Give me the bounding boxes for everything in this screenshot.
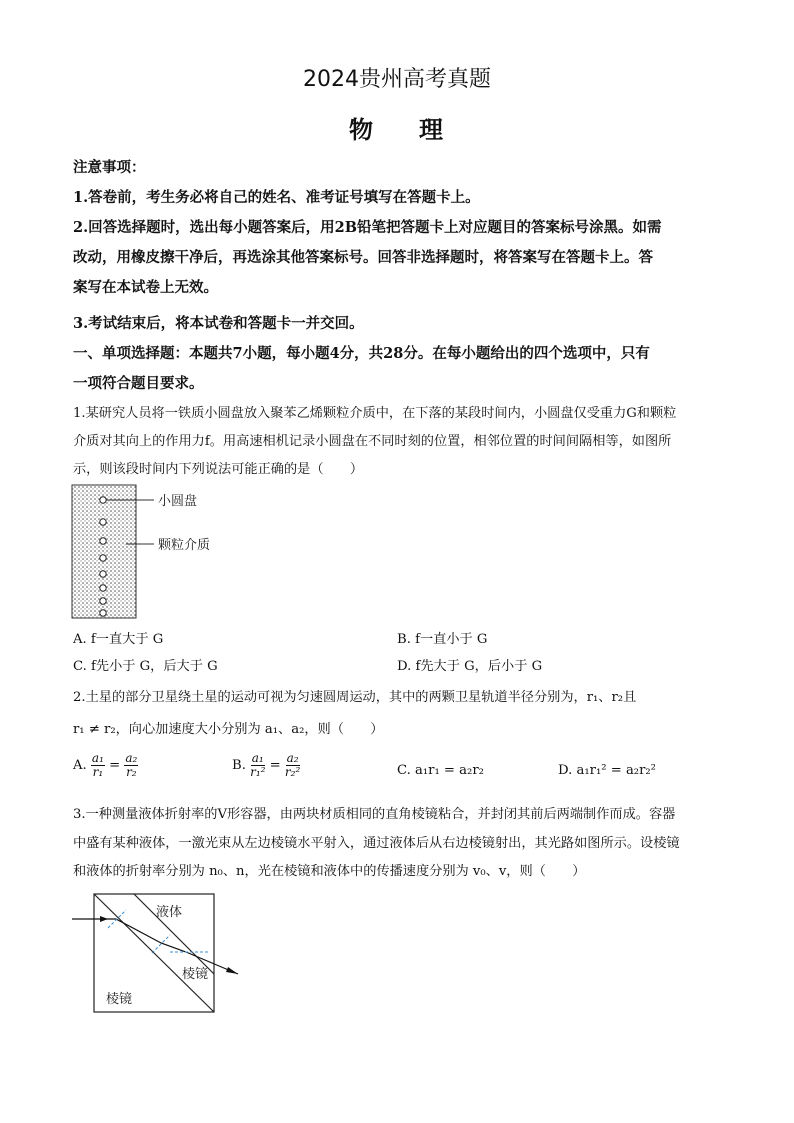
laser-path xyxy=(72,919,238,974)
note-3: 3.考试结束后，将本试卷和答题卡一并交回。 xyxy=(73,315,364,332)
label-small-disc: 小圆盘 xyxy=(158,494,198,509)
q3-stem-line-1: 3.一种测量液体折射率的V形容器，由两块材质相同的直角棱镜粘合，并封闭其前后两端制作而成。容器 xyxy=(73,807,676,822)
disc-position xyxy=(100,497,106,503)
q1-figure xyxy=(70,482,270,622)
q2-option-c: C. a₁r₁ = a₂r₂ xyxy=(397,763,484,778)
q2-option-a xyxy=(73,752,138,779)
q2-option-d: D. a₁r₁² = a₂r₂² xyxy=(558,763,656,778)
disc-position xyxy=(100,585,106,591)
fraction: $\frac{\text{a₂}}{\text{r₂}}$ xyxy=(125,751,138,779)
note-2-line-3: 案写在本试卷上无效。 xyxy=(73,279,218,296)
equals-sign: = xyxy=(109,758,121,773)
label-right-prism: 棱镜 xyxy=(182,967,209,982)
label-liquid: 液体 xyxy=(156,905,183,920)
label-granular-medium: 颗粒介质 xyxy=(158,538,211,553)
equals-sign: = xyxy=(269,758,281,773)
arrowhead-icon xyxy=(226,967,238,974)
disc-position xyxy=(100,555,106,561)
subject-title xyxy=(0,110,794,145)
disc-position xyxy=(100,519,106,525)
subject-char-1: 物 xyxy=(349,116,375,144)
q2-option-b xyxy=(232,752,300,779)
disc-position xyxy=(100,538,106,544)
disc-position xyxy=(100,598,106,604)
fraction: $\frac{\text{a₁}}{\text{r₁²}}$ xyxy=(250,751,266,779)
q2-option-b-label: B. xyxy=(232,758,246,773)
disc-position xyxy=(100,610,106,616)
fraction: $\frac{\text{a₁}}{\text{r₁}}$ xyxy=(91,751,104,779)
section-heading-line-1: 一、单项选择题：本题共7小题，每小题4分，共28分。在每小题给出的四个选项中，只有 xyxy=(73,345,650,362)
note-2-line-2: 改动，用橡皮擦干净后，再选涂其他答案标号。回答非选择题时，将答案写在答题卡上。答 xyxy=(73,249,653,266)
q3-figure xyxy=(70,886,250,1016)
q1-option-d: D. f先大于 G，后小于 G xyxy=(397,659,543,674)
q2-stem-line-1: 2.土星的部分卫星绕土星的运动可视为匀速圆周运动，其中的两颗卫星轨道半径分别为，r₁、r₂且 xyxy=(73,690,637,705)
q1-option-c: C. f先小于 G，后大于 G xyxy=(73,659,218,674)
notes-heading: 注意事项： xyxy=(73,159,146,176)
subject-char-2: 理 xyxy=(419,116,445,144)
q1-stem-line-2: 介质对其向上的作用力f。用高速相机记录小圆盘在不同时刻的位置，相邻位置的时间间隔相等，如图所 xyxy=(73,434,672,449)
note-1: 1.答卷前，考生务必将自己的姓名、准考证号填写在答题卡上。 xyxy=(73,189,480,206)
note-2-line-1: 2.回答选择题时，选出每小题答案后，用2B铅笔把答题卡上对应题目的答案标号涂黑。如需 xyxy=(73,219,662,236)
q3-stem-line-2: 中盛有某种液体，一激光束从左边棱镜水平射入，通过液体后从右边棱镜射出，其光路如图所示。设棱镜 xyxy=(73,836,680,851)
q1-stem-line-3: 示，则该段时间内下列说法可能正确的是（ ） xyxy=(73,462,364,477)
label-left-prism: 棱镜 xyxy=(106,992,133,1007)
q1-stem-line-1: 1.某研究人员将一铁质小圆盘放入聚苯乙烯颗粒介质中，在下落的某段时间内，小圆盘仅受重力G和颗粒 xyxy=(73,406,677,421)
disc-position xyxy=(100,571,106,577)
q2-option-a-label: A. xyxy=(73,758,87,773)
q2-stem-line-2: r₁ ≠ r₂，向心加速度大小分别为 a₁、a₂，则（ ） xyxy=(73,722,384,737)
exam-title: 2024贵州高考真题 xyxy=(303,67,491,92)
arrowhead-icon xyxy=(100,916,108,922)
q1-option-a: A. f一直大于 G xyxy=(73,632,164,647)
q1-option-b: B. f一直小于 G xyxy=(397,632,488,647)
fraction: $\frac{\text{a₂}}{\text{r₂²}}$ xyxy=(284,751,301,779)
q3-stem-line-3: 和液体的折射率分别为 n₀、n，光在棱镜和液体中的传播速度分别为 v₀、v，则（ ） xyxy=(73,864,586,879)
normal-line xyxy=(152,935,170,953)
section-heading-line-2: 一项符合题目要求。 xyxy=(73,375,204,392)
